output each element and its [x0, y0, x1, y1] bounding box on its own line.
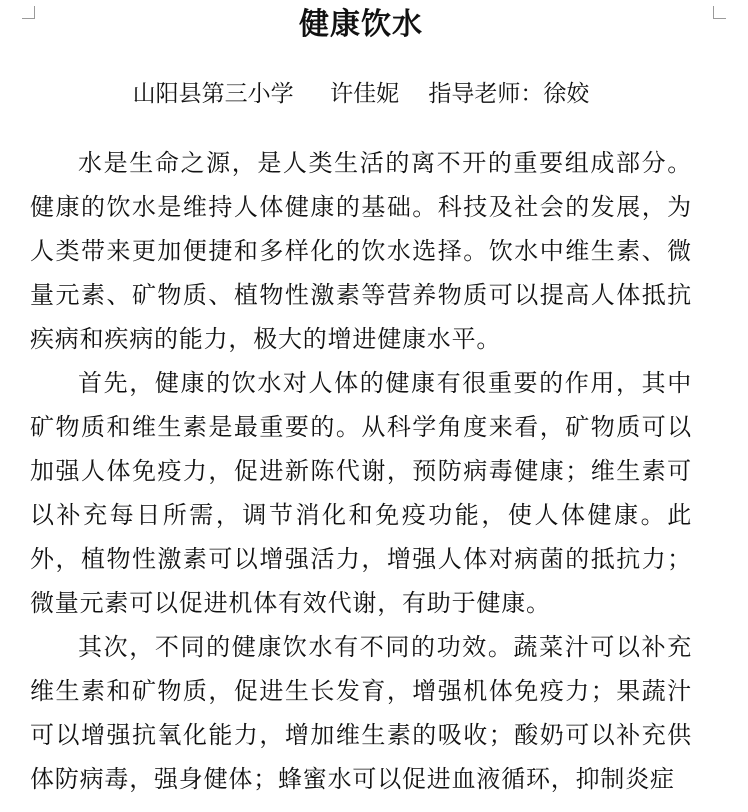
author-byline: 山阳县第三小学 许佳妮 指导老师：徐姣	[132, 81, 590, 107]
paragraph-3: 其次，不同的健康饮水有不同的功效。蔬菜汁可以补充维生素和矿物质，促进生长发育，增强机体免疫力；果蔬汁可以增强抗氧化能力，增加维生素的吸收；酸奶可以补充供体防病毒，强身健体；蜂蜜水可以促进血液循环，抑制炎症	[30, 633, 692, 793]
document-body	[30, 141, 692, 801]
paragraph-1: 水是生命之源，是人类生活的离不开的重要组成部分。健康的饮水是维持人体健康的基础。科技及社会的发展，为人类带来更加便捷和多样化的饮水选择。饮水中维生素、微量元素、矿物质、植物性激素等营养物质可以提高人体抵抗疾病和疾病的能力，极大的增进健康水平。	[30, 149, 692, 353]
paragraph-2: 首先，健康的饮水对人体的健康有很重要的作用，其中矿物质和维生素是最重要的。从科学角度来看，矿物质可以加强人体免疫力，促进新陈代谢，预防病毒健康；维生素可以补充每日所需，调节消化和免疫功能，使人体健康。此外，植物性激素可以增强活力，增强人体对病菌的抵抗力；微量元素可以促进机体有效代谢，有助于健康。	[30, 369, 692, 617]
document-title: 健康饮水	[299, 7, 423, 42]
